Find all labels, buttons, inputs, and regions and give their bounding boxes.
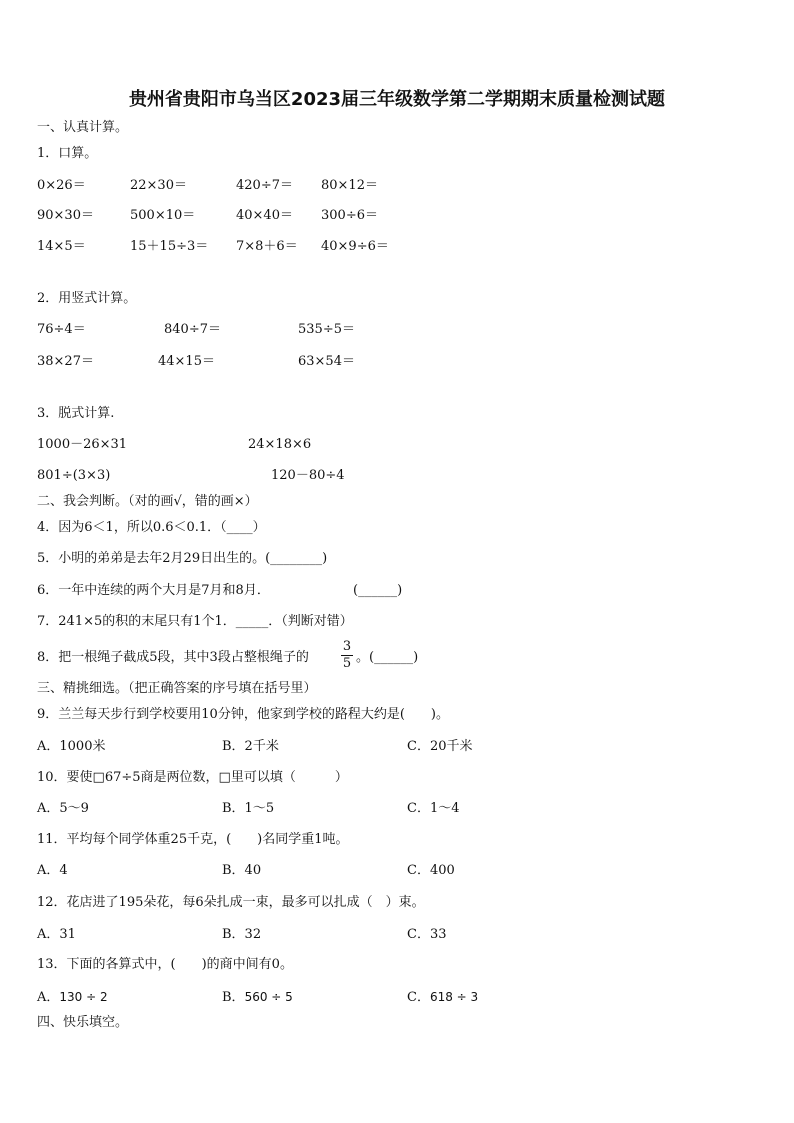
page-title: 贵州省贵阳市乌当区2023届三年级数学第二学期期末质量检测试题 xyxy=(128,89,666,110)
option-c[interactable]: C．20千米 xyxy=(407,739,473,754)
q4-statement: 4．因为6＜1，所以0.6＜0.1．（____） xyxy=(37,520,266,535)
q10-stem: 10．要使□67÷5商是两位数，□里可以填（ ） xyxy=(37,770,348,785)
q5-statement: 5．小明的弟弟是去年2月29日出生的。(________) xyxy=(37,551,328,566)
q1-item: 40×40＝ xyxy=(236,208,293,223)
option-b[interactable]: B．2千米 xyxy=(222,739,279,754)
option-c[interactable] xyxy=(407,989,478,1006)
q2-item: 76÷4＝ xyxy=(37,322,86,337)
section2-heading: 二、我会判断。（对的画√，错的画×） xyxy=(37,494,258,509)
q6-statement: 6．一年中连续的两个大月是7月和8月． xyxy=(37,583,270,598)
option-a[interactable]: A．1000米 xyxy=(37,739,106,754)
q1-item: 22×30＝ xyxy=(130,178,187,193)
option-a[interactable]: A．31 xyxy=(37,927,76,942)
q1-item: 0×26＝ xyxy=(37,178,86,193)
option-b[interactable]: B．32 xyxy=(222,927,262,942)
q1-item: 40×9÷6＝ xyxy=(321,239,389,254)
q1-item: 420÷7＝ xyxy=(236,178,293,193)
fraction-numerator: 3 xyxy=(342,639,352,654)
q3-item: 24×18×6 xyxy=(248,437,312,452)
q1-item: 300÷6＝ xyxy=(321,208,378,223)
option-b[interactable] xyxy=(222,989,293,1006)
option-b[interactable]: B．1～5 xyxy=(222,801,275,816)
option-letter: C． xyxy=(407,990,430,1005)
q1-item: 15＋15÷3＝ xyxy=(130,239,209,254)
option-b[interactable]: B．40 xyxy=(222,863,262,878)
option-a[interactable]: A．5～9 xyxy=(37,801,89,816)
q2-item: 840÷7＝ xyxy=(164,322,221,337)
q3-item: 801÷(3×3) xyxy=(37,468,111,483)
q2-item: 44×15＝ xyxy=(158,354,215,369)
q1-item: 90×30＝ xyxy=(37,208,94,223)
option-expression: 560 ÷ 5 xyxy=(244,990,293,1004)
q1-item: 80×12＝ xyxy=(321,178,378,193)
fraction-denominator: 5 xyxy=(342,656,352,671)
q1-label: 1．口算。 xyxy=(37,146,98,161)
q6-answer-blank[interactable]: (______) xyxy=(353,583,403,598)
q2-item: 535÷5＝ xyxy=(298,322,355,337)
option-letter: B． xyxy=(222,990,245,1005)
q2-item: 38×27＝ xyxy=(37,354,94,369)
q13-stem: 13．下面的各算式中，( )的商中间有0。 xyxy=(37,957,293,972)
q2-item: 63×54＝ xyxy=(298,354,355,369)
q1-item: 14×5＝ xyxy=(37,239,86,254)
q9-stem: 9．兰兰每天步行到学校要用10分钟，他家到学校的路程大约是( )。 xyxy=(37,707,449,722)
q8-fraction xyxy=(341,640,353,671)
option-expression: 130 ÷ 2 xyxy=(59,990,108,1004)
q1-item: 500×10＝ xyxy=(130,208,196,223)
option-c[interactable]: C．1～4 xyxy=(407,801,460,816)
option-letter: A． xyxy=(37,990,60,1005)
option-expression: 618 ÷ 3 xyxy=(429,990,479,1004)
section3-heading: 三、精挑细选。（把正确答案的序号填在括号里） xyxy=(37,681,317,696)
q8-statement: 8．把一根绳子截成5段，其中3段占整根绳子的 xyxy=(37,650,309,665)
q11-stem: 11．平均每个同学体重25千克，( )名同学重1吨。 xyxy=(37,832,349,847)
q3-label: 3．脱式计算. xyxy=(37,406,115,421)
option-c[interactable]: C．400 xyxy=(407,863,455,878)
q8-answer-blank[interactable]: 。(______) xyxy=(356,650,419,665)
option-a[interactable]: A．4 xyxy=(37,863,68,878)
section4-heading: 四、快乐填空。 xyxy=(37,1015,129,1030)
q2-label: 2．用竖式计算。 xyxy=(37,291,137,306)
q1-item: 7×8＋6＝ xyxy=(236,239,298,254)
option-a[interactable] xyxy=(37,989,108,1006)
option-c[interactable]: C．33 xyxy=(407,927,447,942)
q3-item: 1000－26×31 xyxy=(37,437,128,452)
section1-heading: 一、认真计算。 xyxy=(37,120,129,135)
q3-item: 120－80÷4 xyxy=(271,468,345,483)
q12-stem: 12．花店进了195朵花，每6朵扎成一束，最多可以扎成（ ）束。 xyxy=(37,895,425,910)
q7-statement: 7．241×5的积的末尾只有1个1．_____．（判断对错） xyxy=(37,614,353,629)
